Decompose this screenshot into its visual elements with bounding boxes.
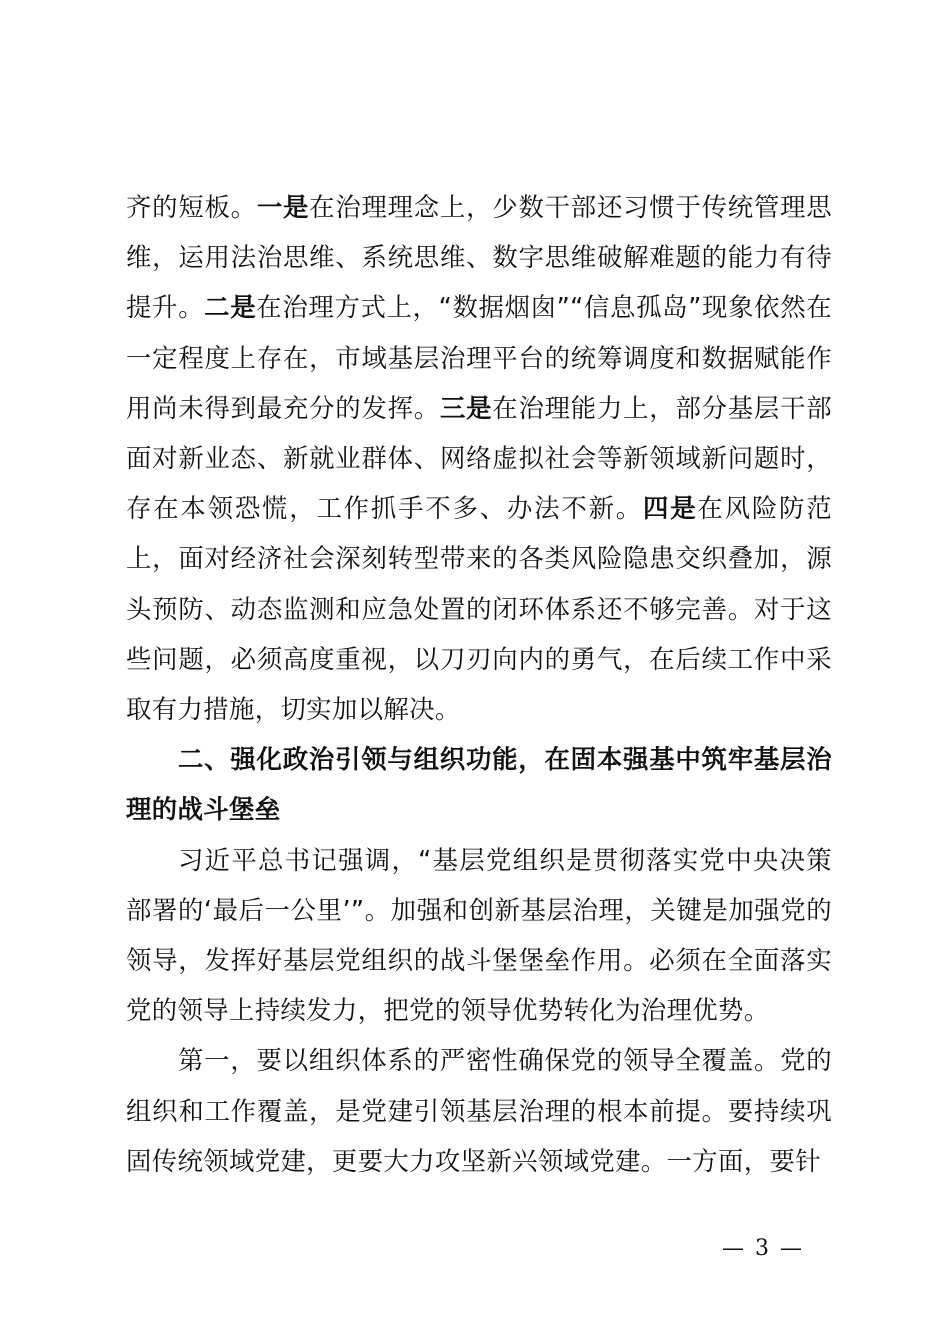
text-segment: 在治理能力上，部分基层干部面对新业态、新就业群体、网络虚拟社会等新领域新问题时，存在本领恐慌，工作抓手不多、办法不新。 <box>126 392 832 524</box>
page-number: — 3 — <box>722 1236 804 1261</box>
text-segment: 齐的短板。 <box>126 192 257 222</box>
paragraph-problems <box>126 182 832 734</box>
text-segment: 在治理理念上，少数干部还习惯于传统管理思维，运用法治思维、系统思维、数字思维破解难题的能力有待提升。 <box>126 192 833 323</box>
text-segment: 在风险防范上，面对经济社会深刻转型带来的各类风险隐患交织叠加，源头预防、动态监测和应急处置的闭环体系还不够完善。对于这些问题，必须高度重视，以刀刃向内的勇气，在后续工作中采取有力措施，切实加以解决。 <box>126 493 833 725</box>
section-heading: 二、强化政治引领与组织功能，在固本强基中筑牢基层治理的战斗堡垒 <box>126 744 832 825</box>
paragraph-body: 习近平总书记强调，“基层党组织是贯彻落实党中央决策部署的‘最后一公里’”。加强和创新基层治理，关键是加强党的领导，发挥好基层党组织的战斗堡堡垒作用。必须在全面落实党的领导上持续发力，把党的领导优势转化为治理优势。 <box>126 844 832 1026</box>
keyword-second: 二是 <box>204 292 257 323</box>
paragraph-body: 第一，要以组织体系的严密性确保党的领导全覆盖。党的组织和工作覆盖，是党建引领基层治理的根本前提。要持续巩固传统领域党建，更要大力攻坚新兴领域党建。一方面，要针 <box>126 1045 832 1176</box>
keyword-fourth: 四是 <box>643 493 698 524</box>
document-body <box>126 182 832 1186</box>
keyword-third: 三是 <box>439 392 493 423</box>
keyword-first: 一是 <box>256 192 310 222</box>
text-segment: 在治理方式上，“数据烟囱”“信息孤岛”现象依然在一定程度上存在，市域基层治理平台的统筹调度和数据赋能作用尚未得到最充分的发挥。 <box>126 292 832 423</box>
